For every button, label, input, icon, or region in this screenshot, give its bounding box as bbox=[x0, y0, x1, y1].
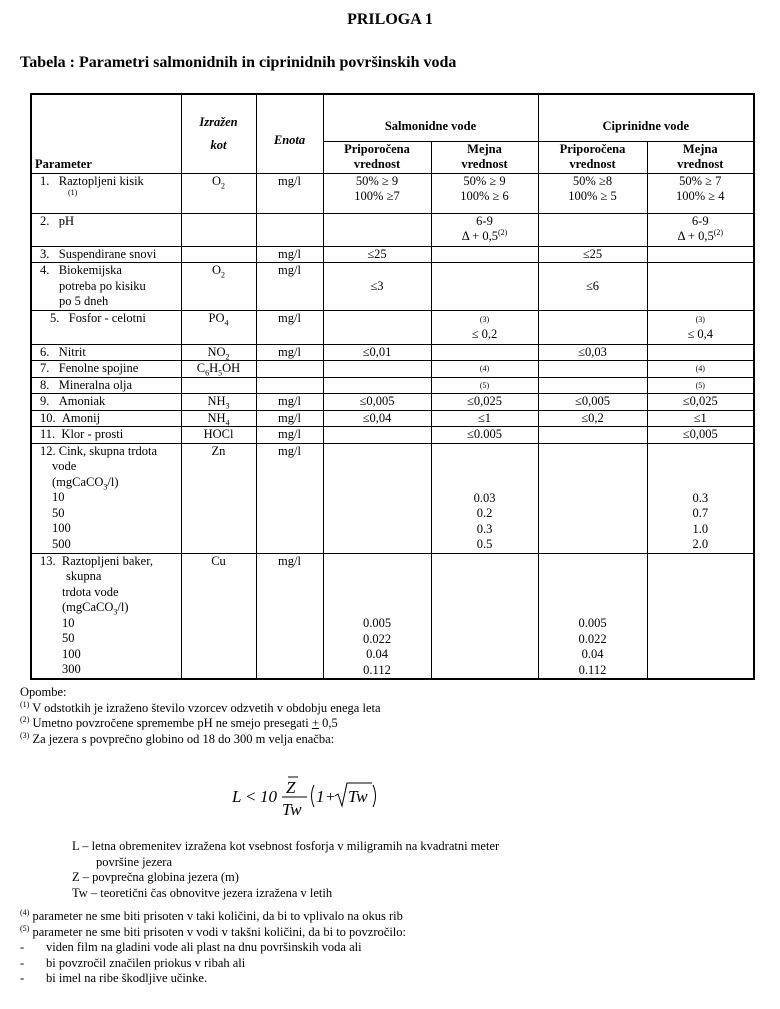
list-item: - bi imel na ribe škodljive učinke. bbox=[20, 971, 208, 985]
notes-heading: Opombe: bbox=[20, 685, 67, 699]
list-item: - viden film na gladini vode ali plast na dnu površinskih voda ali bbox=[20, 940, 362, 954]
phosphorus-formula bbox=[232, 771, 382, 821]
svg-text:Z: Z bbox=[286, 778, 296, 797]
table-row: 3. Suspendirane snovi mg/l ≤25 ≤25 bbox=[31, 246, 754, 263]
note-2: $^{(2)}$ Umetno povzročene spremembe pH ne smejo presegati + 0,5 bbox=[20, 714, 338, 730]
header-cip-priporocena: Priporočena vrednost bbox=[538, 141, 647, 173]
page-title: PRILOGA 1 bbox=[347, 11, 433, 28]
table-row: 5. Fosfor - celotni $PO_4$ mg/l (3) ≤ 0,2 (3) ≤ 0,4 bbox=[31, 310, 754, 344]
header-izrazen: Izražen kot bbox=[181, 94, 256, 173]
svg-text:+: + bbox=[325, 789, 336, 806]
svg-text:Tw: Tw bbox=[282, 800, 302, 819]
parameters-table bbox=[30, 93, 755, 680]
table-row: 9. Amoniak $NH_3$ mg/l ≤0,005 ≤0,025 ≤0,005 ≤0,025 bbox=[31, 394, 754, 411]
table-row: 12. Cink, skupna trdota vode (mgCaCO$_3$/l) 10 50 100 500 Zn mg/l 0.03 0.2 0.3 0.5 0.3 0.7 1.0 2.0 bbox=[31, 443, 754, 553]
svg-text:<: < bbox=[245, 787, 257, 806]
header-row-1 bbox=[31, 94, 754, 141]
note-5: $^{(5)}$ parameter ne sme biti prisoten v vodi v takšni količini, da bi to povzročilo: bbox=[20, 923, 406, 939]
table-row: 1. Raztopljeni kisik $^{(1)}$ $O_2$ mg/l 50% ≥ 9 100% ≥7 50% ≥ 9 100% ≥ 6 50% ≥8 100% ≥ 5 50% ≥ 7 100% ≥ 4 bbox=[31, 173, 754, 213]
table-row: 6. Nitrit $NO_2$ mg/l ≤0,01 ≤0,03 bbox=[31, 344, 754, 361]
header-enota: Enota bbox=[256, 94, 323, 173]
header-cip-mejna: Mejna vrednost bbox=[647, 141, 754, 173]
svg-text:L: L bbox=[232, 787, 242, 806]
svg-text:10: 10 bbox=[260, 787, 277, 806]
table-title: Tabela : Parametri salmonidnih in ciprinidnih površinskih voda bbox=[20, 54, 457, 71]
formula-legend: L – letna obremenitev izražena kot vsebnost fosforja v miligramih na kvadratni meter površine jezera Z – povprečna globina jezera (m) Tw – teoretični čas obnovitve jezera izražena v letih bbox=[72, 839, 500, 900]
header-sal-priporocena: Priporočena vrednost bbox=[323, 141, 431, 173]
table-row: 7. Fenolne spojine $C_6H_5OH$ (4) (4) bbox=[31, 361, 754, 378]
table-row: 8. Mineralna olja (5) (5) bbox=[31, 377, 754, 394]
table-row: 13. Raztopljeni baker, skupna trdota vode (mgCaCO$_3$/l) 10 50 100 300 Cu mg/l 0.005 0.022 0.04 0.112 0.005 0.022 0.04 0.112 bbox=[31, 553, 754, 679]
note-4: $^{(4)}$ parameter ne sme biti prisoten v taki količini, da bi to vplivalo na okus rib bbox=[20, 907, 403, 923]
list-item: - bi povzročil značilen priokus v ribah ali bbox=[20, 955, 246, 970]
table-row: 4. Biokemijska potreba po kisiku po 5 dneh $O_2$ mg/l ≤3 ≤6 bbox=[31, 263, 754, 311]
header-parameter: Parameter bbox=[31, 94, 181, 173]
svg-text:Tw: Tw bbox=[348, 787, 368, 806]
footnotes-section bbox=[20, 909, 760, 987]
svg-text:1: 1 bbox=[316, 787, 325, 806]
header-ciprinidne: Ciprinidne vode bbox=[538, 94, 754, 141]
header-sal-mejna: Mejna vrednost bbox=[431, 141, 538, 173]
header-salmonidne: Salmonidne vode bbox=[323, 94, 538, 141]
notes-section bbox=[20, 685, 760, 747]
table-row: 11. Klor - prosti HOCl mg/l ≤0.005 ≤0,005 bbox=[31, 427, 754, 444]
table-row: 10. Amonij $NH_4$ mg/l ≤0,04 ≤1 ≤0,2 ≤1 bbox=[31, 410, 754, 427]
note-3: $^{(3)}$ Za jezera s povprečno globino od 18 do 300 m velja enačba: bbox=[20, 730, 335, 746]
note-1: $^{(1)}$ V odstotkih je izraženo število vzorcev odzvetih v obdobju enega leta bbox=[20, 699, 381, 715]
table-row: 2. pH 6-9 $\Delta + 0,5^{(2)}$ 6-9 $\Delta + 0,5^{(2)}$ bbox=[31, 213, 754, 246]
